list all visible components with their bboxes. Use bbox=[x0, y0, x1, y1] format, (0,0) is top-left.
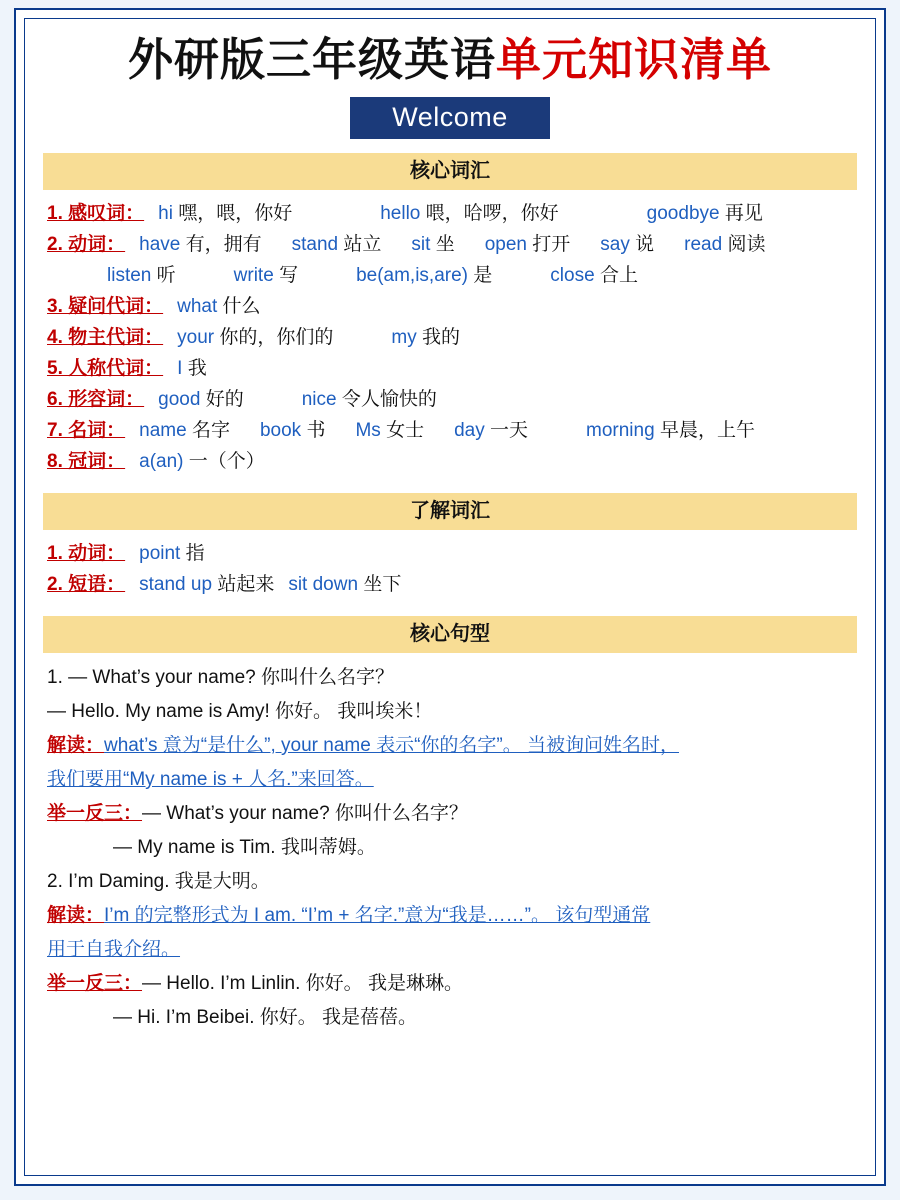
vocab-en: nice bbox=[301, 389, 337, 410]
note-label: 解读： bbox=[47, 735, 105, 756]
vocab-zh: 好的 bbox=[205, 389, 244, 410]
vocab-en: morning bbox=[586, 420, 655, 441]
example-text: — Hello. I’m Linlin. 你好。 我是琳琳。 bbox=[142, 973, 463, 994]
vocab-en: open bbox=[484, 234, 527, 255]
vocab-en: what bbox=[177, 296, 218, 317]
vocab-zh: 一天 bbox=[490, 420, 529, 441]
vocab-zh: 书 bbox=[306, 420, 326, 441]
vocab-zh: 写 bbox=[279, 265, 299, 286]
vocab-zh: 名字 bbox=[191, 420, 230, 441]
vocab-zh: 打开 bbox=[532, 234, 571, 255]
note-text: 我们要用“My name is + 人名.”来回答。 bbox=[47, 769, 374, 790]
vocab-en: a(an) bbox=[139, 451, 184, 472]
section-header-extra-vocab: 了解词汇 bbox=[43, 493, 857, 530]
vocab-zh: 你的，你们的 bbox=[219, 327, 334, 348]
vocab-en: I bbox=[177, 358, 183, 379]
note-text: I’m 的完整形式为 I am. “I’m + 名字.”意为“我是……”。 该句型通常 bbox=[104, 905, 651, 926]
vocab-en: book bbox=[259, 420, 302, 441]
sentence-note bbox=[43, 729, 857, 763]
example-text: — What’s your name? 你叫什么名字？ bbox=[142, 803, 468, 824]
sentence-note bbox=[43, 763, 857, 797]
vocab-en: day bbox=[454, 420, 485, 441]
sentence-example bbox=[43, 1001, 857, 1035]
sentence-note bbox=[43, 899, 857, 933]
vocab-row-label: 2. 动词： bbox=[47, 234, 126, 255]
example-text: — Hi. I’m Beibei. 你好。 我是蓓蓓。 bbox=[113, 1007, 418, 1028]
vocab-row bbox=[43, 260, 857, 291]
page-title-part1: 外研版三年级英语 bbox=[127, 34, 496, 85]
vocab-zh: 什么 bbox=[222, 296, 261, 317]
vocab-en: write bbox=[233, 265, 274, 286]
sentence-question: 1. — What’s your name? 你叫什么名字？ bbox=[47, 667, 395, 688]
vocab-row-label: 1. 感叹词： bbox=[47, 203, 145, 224]
vocab-row-label: 7. 名词： bbox=[47, 420, 126, 441]
vocab-row-label: 5. 人称代词： bbox=[47, 358, 164, 379]
vocab-zh: 是 bbox=[473, 265, 493, 286]
vocab-row-label: 4. 物主代词： bbox=[47, 327, 164, 348]
vocab-row bbox=[43, 415, 857, 446]
vocab-zh: 再见 bbox=[724, 203, 763, 224]
vocab-row-label: 8. 冠词： bbox=[47, 451, 126, 472]
vocab-zh: 我的 bbox=[422, 327, 461, 348]
vocab-en: read bbox=[684, 234, 723, 255]
vocab-zh: 坐 bbox=[435, 234, 455, 255]
vocab-en: hello bbox=[380, 203, 421, 224]
vocab-zh: 早晨，上午 bbox=[659, 420, 755, 441]
vocab-zh: 站起来 bbox=[217, 574, 275, 595]
sentence-question: 2. I’m Daming. 我是大明。 bbox=[47, 871, 270, 892]
vocab-zh: 坐下 bbox=[363, 574, 402, 595]
vocab-row bbox=[43, 322, 857, 353]
section-header-core-vocab: 核心词汇 bbox=[43, 153, 857, 190]
vocab-en: Ms bbox=[355, 420, 381, 441]
vocab-en: good bbox=[158, 389, 201, 410]
vocab-en: name bbox=[139, 420, 187, 441]
vocab-zh: 喂，哈啰，你好 bbox=[425, 203, 559, 224]
vocab-en: point bbox=[139, 543, 181, 564]
vocab-en: sit down bbox=[288, 574, 359, 595]
vocab-zh: 我 bbox=[187, 358, 207, 379]
vocab-row bbox=[43, 198, 857, 229]
vocab-row bbox=[43, 569, 857, 600]
sentence-answer: — Hello. My name is Amy! 你好。 我叫埃米！ bbox=[47, 701, 433, 722]
vocab-zh: 说 bbox=[635, 234, 655, 255]
note-text: what’s 意为“是什么”, your name 表示“你的名字”。 当被询问姓名时， bbox=[104, 735, 679, 756]
vocab-zh: 嘿，喂，你好 bbox=[178, 203, 293, 224]
vocab-en: say bbox=[600, 234, 630, 255]
vocab-row-label: 2. 短语： bbox=[47, 574, 126, 595]
vocab-en: stand bbox=[291, 234, 339, 255]
vocab-row-label: 1. 动词： bbox=[47, 543, 126, 564]
vocab-row bbox=[43, 291, 857, 322]
vocab-row-label: 3. 疑问代词： bbox=[47, 296, 164, 317]
vocab-zh: 一（个） bbox=[188, 451, 265, 472]
sentence-example bbox=[43, 797, 857, 831]
worksheet-inner-border bbox=[24, 18, 876, 1176]
vocab-zh: 有，拥有 bbox=[185, 234, 262, 255]
sentence-example bbox=[43, 831, 857, 865]
unit-badge: Welcome bbox=[350, 97, 550, 139]
example-text: — My name is Tim. 我叫蒂姆。 bbox=[113, 837, 376, 858]
vocab-zh: 指 bbox=[185, 543, 205, 564]
sentence-example bbox=[43, 967, 857, 1001]
worksheet-page bbox=[14, 8, 886, 1186]
vocab-en: stand up bbox=[139, 574, 213, 595]
vocab-en: sit bbox=[411, 234, 431, 255]
vocab-en: my bbox=[391, 327, 417, 348]
vocab-en: your bbox=[177, 327, 215, 348]
page-title-part2: 单元知识清单 bbox=[496, 34, 773, 85]
vocab-row bbox=[43, 384, 857, 415]
vocab-row bbox=[43, 229, 857, 260]
sentence-note bbox=[43, 933, 857, 967]
vocab-zh: 合上 bbox=[599, 265, 638, 286]
vocab-zh: 女士 bbox=[386, 420, 425, 441]
page-title bbox=[43, 33, 857, 87]
vocab-row-label: 6. 形容词： bbox=[47, 389, 145, 410]
vocab-zh: 阅读 bbox=[727, 234, 766, 255]
vocab-en: hi bbox=[158, 203, 173, 224]
example-label: 举一反三： bbox=[47, 803, 143, 824]
vocab-en: have bbox=[139, 234, 181, 255]
vocab-en: goodbye bbox=[646, 203, 720, 224]
vocab-row bbox=[43, 353, 857, 384]
vocab-en: be(am,is,are) bbox=[356, 265, 468, 286]
vocab-row bbox=[43, 538, 857, 569]
vocab-en: listen bbox=[107, 265, 152, 286]
note-label: 解读： bbox=[47, 905, 105, 926]
note-text: 用于自我介绍。 bbox=[47, 939, 181, 960]
vocab-zh: 站立 bbox=[343, 234, 382, 255]
section-header-core-sentences: 核心句型 bbox=[43, 616, 857, 653]
vocab-row bbox=[43, 446, 857, 477]
vocab-zh: 听 bbox=[156, 265, 176, 286]
example-label: 举一反三： bbox=[47, 973, 143, 994]
vocab-en: close bbox=[550, 265, 595, 286]
unit-badge-wrap bbox=[43, 97, 857, 139]
vocab-zh: 令人愉快的 bbox=[341, 389, 437, 410]
